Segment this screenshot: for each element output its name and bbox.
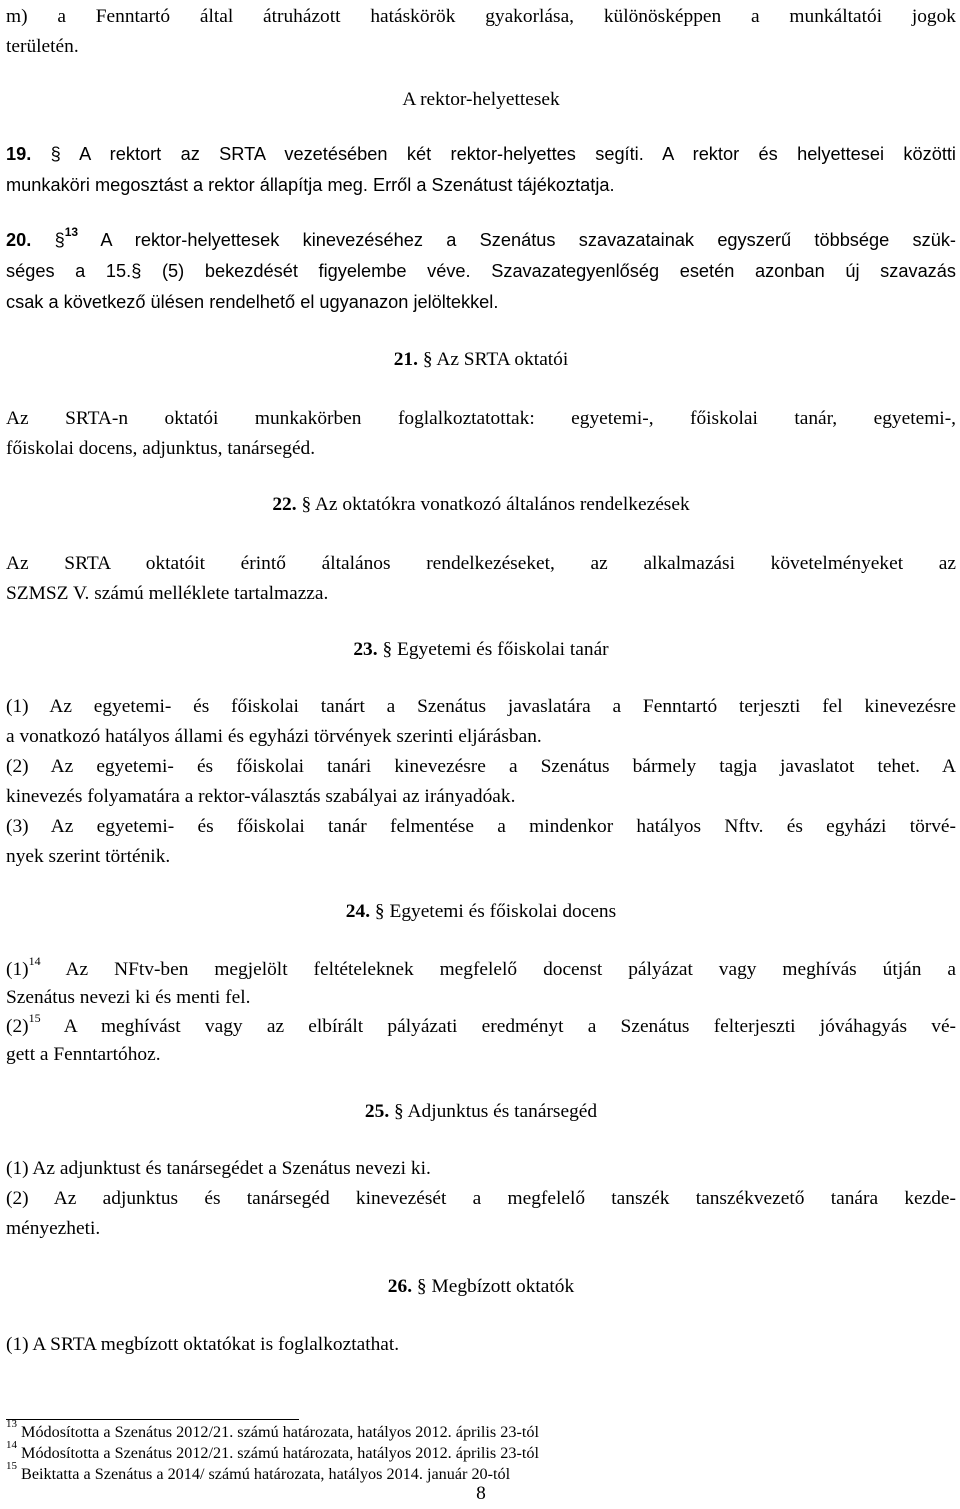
paragraph-20-line: séges a 15.§ (5) bekezdését figyelembe véve. Szavazategyenlőség esetén azonban új szavazás: [6, 261, 956, 281]
footnote-ref: 14: [28, 953, 41, 968]
section-heading: 22. § Az oktatókra vonatkozó általános rendelkezések: [272, 494, 690, 515]
footnote: $^{13}$ Módosította a Szenátus 2012/21. számú határozata, hatályos 2012. április 23-tól: [6, 1417, 539, 1441]
body-text-line: gett a Fenntartóhoz.: [6, 1044, 161, 1065]
body-text-line: a vonatkozó hatályos állami és egyházi törvények szerinti eljárásban.: [6, 726, 542, 747]
footnote-separator: [6, 1419, 299, 1420]
body-text-line: (1) Az adjunktust és tanársegédet a Szenátus nevezi ki.: [6, 1158, 431, 1179]
paragraph-20-line: 20. §$^{13}$ A rektor-helyettesek kinevezéséhez a Szenátus szavazatainak egyszerű többsége szük-: [6, 224, 956, 250]
paragraph-20-line: csak a következő ülésen rendelhető el ugyanazon jelöltekkel.: [6, 292, 499, 312]
body-text-line: nyek szerint történik.: [6, 846, 171, 867]
body-text-line: (3) Az egyetemi- és főiskolai tanár felmentése a mindenkor hatályos Nftv. és egyházi törvé-: [6, 816, 956, 837]
paragraph-19-line: 19. § A rektort az SRTA vezetésében két rektor-helyettes segíti. A rektor és helyettesei közötti: [6, 144, 956, 164]
body-text-line: (2) Az adjunktus és tanársegéd kinevezését a megfelelő tanszék tanszékvezető tanára kezde-: [6, 1188, 956, 1209]
body-text-line: főiskolai docens, adjunktus, tanársegéd.: [6, 438, 316, 459]
body-text-line: Szenátus nevezi ki és menti fel.: [6, 987, 251, 1008]
section-heading: 21. § Az SRTA oktatói: [393, 349, 569, 370]
body-text-line: ményezheti.: [6, 1218, 101, 1239]
body-text-line: Az SRTA oktatóit érintő általános rendelkezéseket, az alkalmazási követelményeket az: [6, 553, 956, 574]
footnote-ref: 13: [64, 224, 79, 239]
section-heading: 24. § Egyetemi és főiskolai docens: [345, 901, 617, 922]
section-heading: 25. § Adjunktus és tanársegéd: [364, 1101, 598, 1122]
footnote: $^{14}$ Módosította a Szenátus 2012/21. számú határozata, hatályos 2012. április 23-tól: [6, 1438, 539, 1462]
page-number: 8: [476, 1483, 486, 1504]
footnote-ref: 15: [28, 1010, 41, 1025]
body-text-line: kinevezés folyamatára a rektor-választás szabályai az irányadóak.: [6, 786, 516, 807]
body-text-line: (1) Az egyetemi- és főiskolai tanárt a Szenátus javaslatára a Fenntartó terjeszti fel kinevezésre: [6, 696, 956, 717]
body-text-line: (1) A SRTA megbízott oktatókat is foglalkoztathat.: [6, 1334, 400, 1355]
section-heading: 23. § Egyetemi és főiskolai tanár: [353, 639, 609, 660]
body-text-line: (2) Az egyetemi- és főiskolai tanári kinevezésre a Szenátus bármely tagja javaslatot tehet. A: [6, 756, 956, 777]
body-text-line: SZMSZ V. számú melléklete tartalmazza.: [6, 583, 329, 604]
body-text-line: $(1)^{14}$ Az NFtv-ben megjelölt feltételeknek megfelelő docenst pályázat vagy meghívás útján a: [6, 953, 957, 980]
paragraph-19-line: munkaköri megosztást a rektor állapítja meg. Erről a Szenátust tájékoztatja.: [6, 175, 615, 195]
body-text-line: m) a Fenntartó által átruházott hatáskörök gyakorlása, különösképpen a munkáltatói jogok: [6, 6, 956, 27]
section-heading: A rektor-helyettesek: [402, 89, 560, 110]
body-text-line: területén.: [6, 36, 79, 57]
section-heading: 26. § Megbízott oktatók: [387, 1276, 575, 1297]
body-text-line: Az SRTA-n oktatói munkakörben foglalkoztatottak: egyetemi-, főiskolai tanár, egyetemi-,: [6, 408, 956, 429]
body-text-line: $(2)^{15}$ A meghívást vagy az elbírált pályázati eredményt a Szenátus felterjeszti jóváhagyás vé-: [6, 1010, 957, 1037]
footnote: $^{15}$ Beiktatta a Szenátus a 2014/ számú határozata, hatályos 2014. január 20-tól: [6, 1459, 511, 1483]
